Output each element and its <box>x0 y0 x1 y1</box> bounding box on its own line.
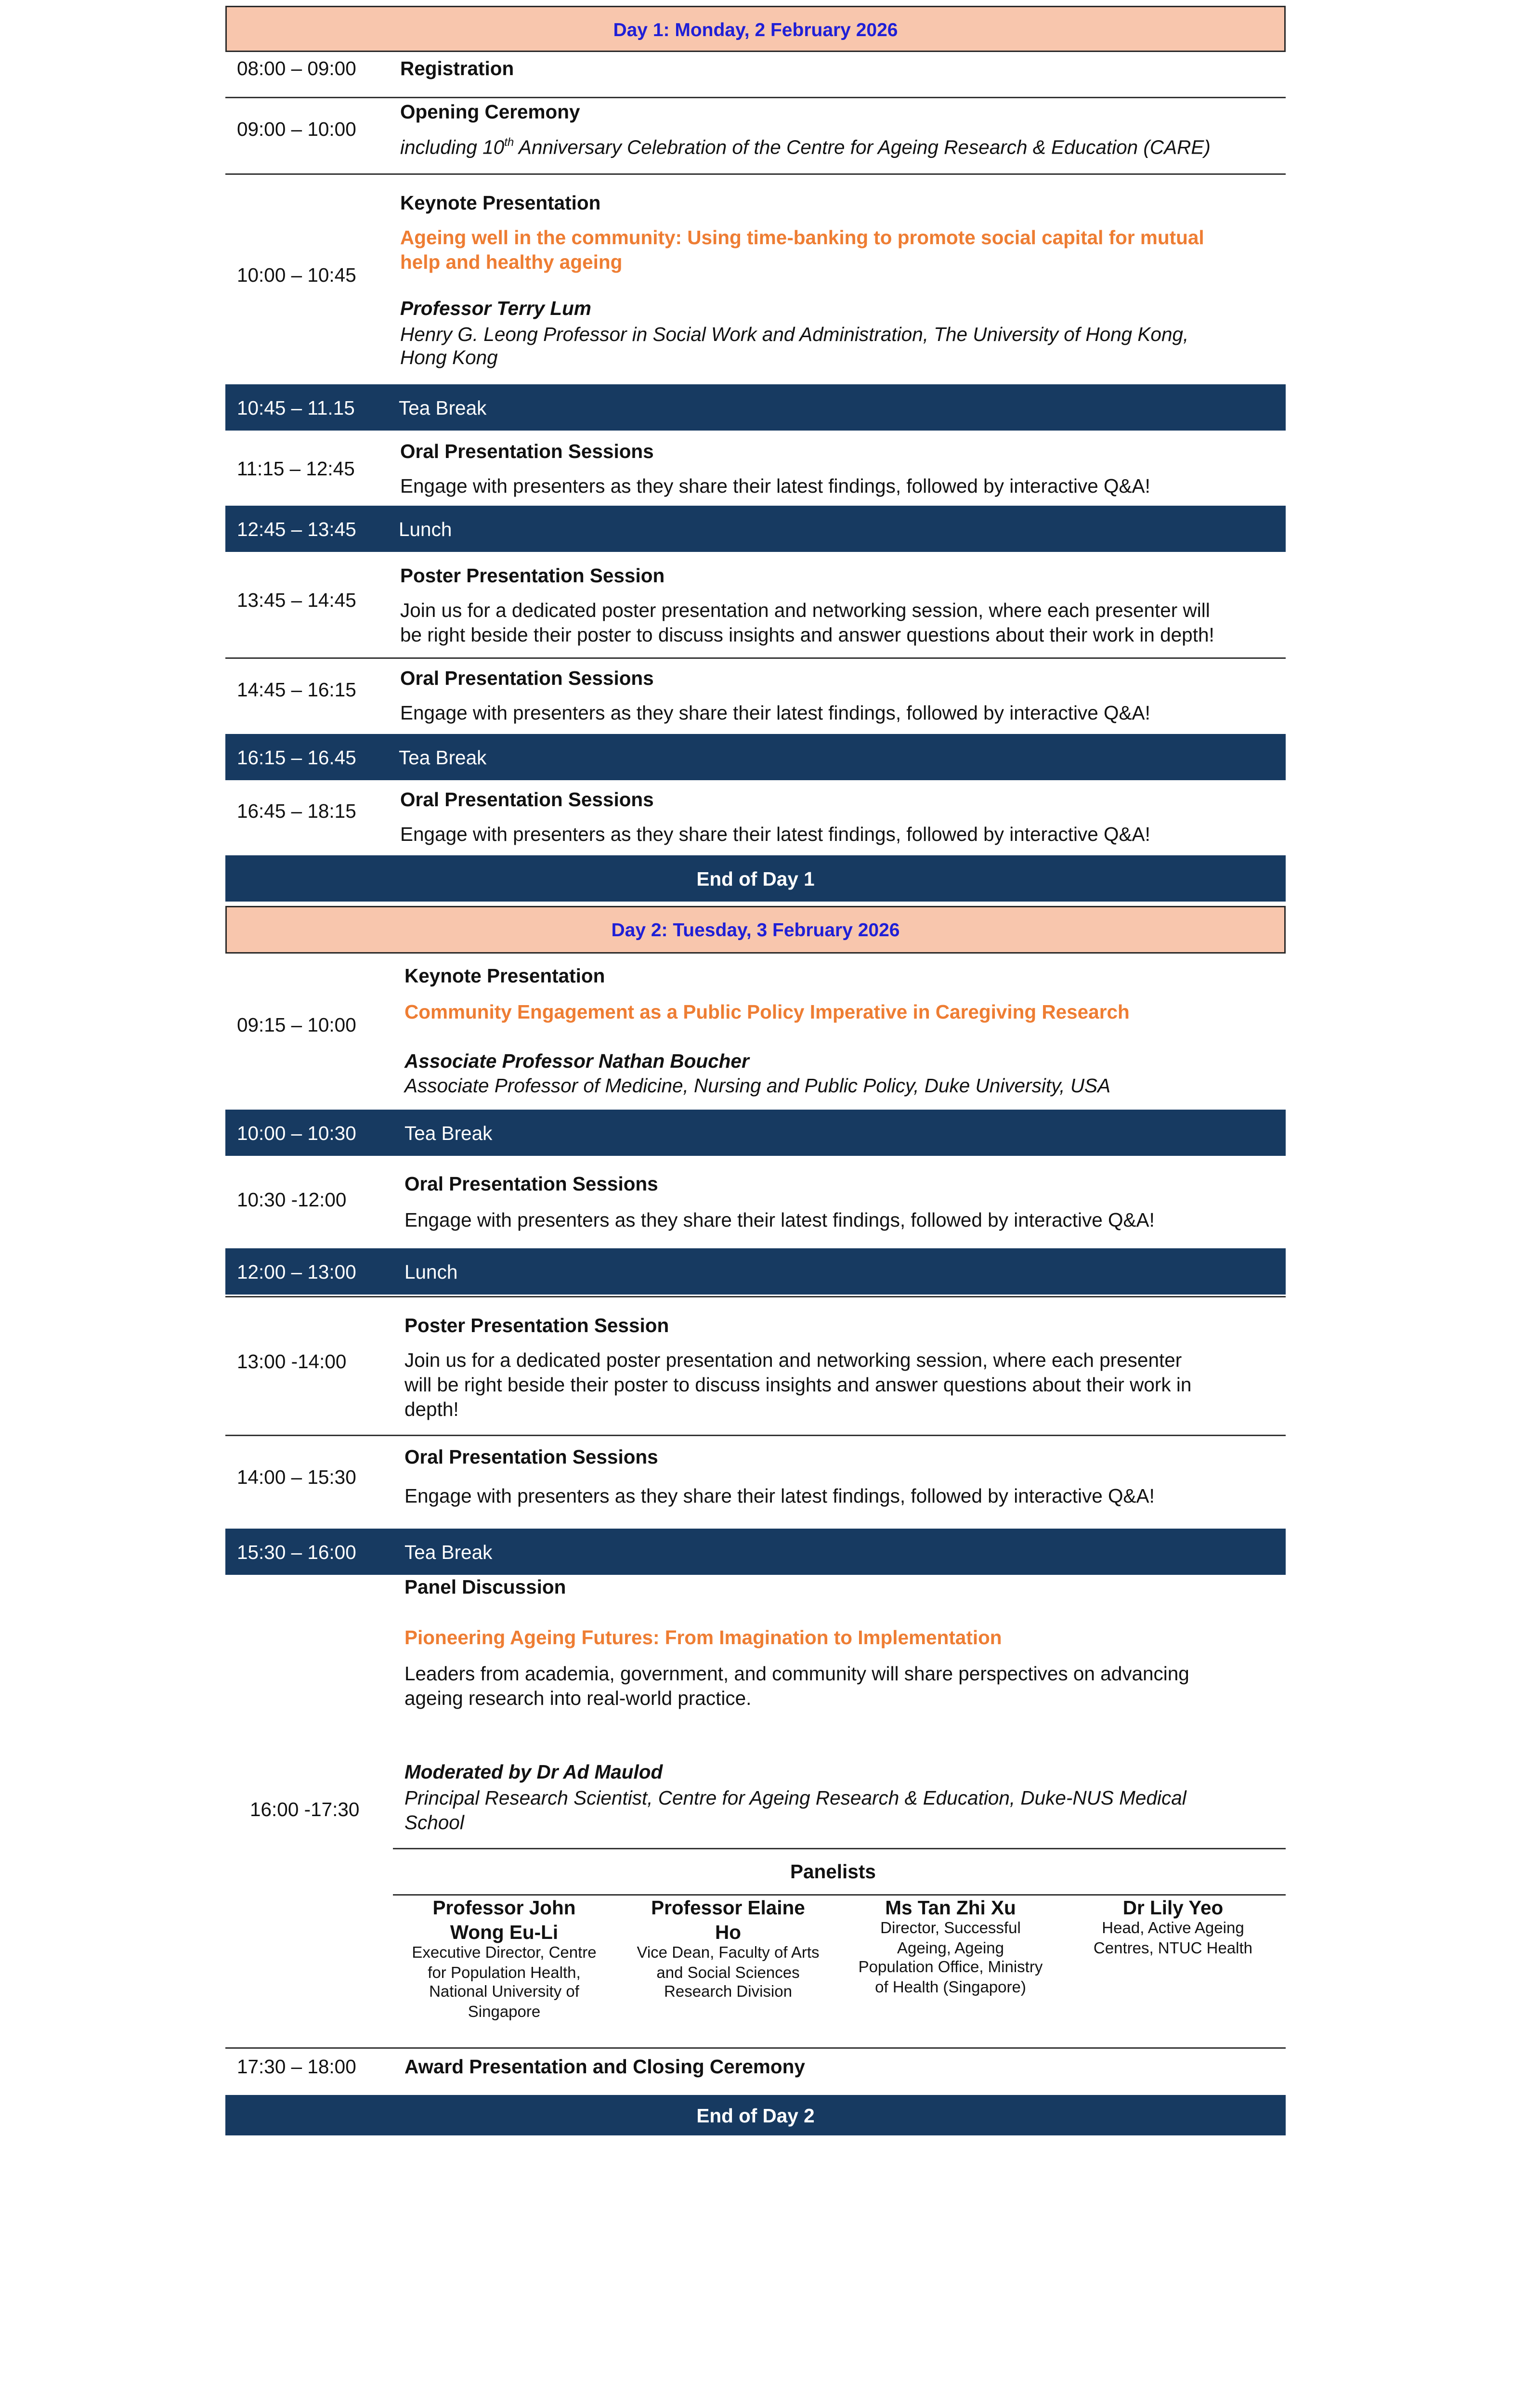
time: 17:30 – 18:00 <box>237 2056 356 2078</box>
session-title: Oral Presentation Sessions <box>400 789 654 811</box>
panelist-name: Wong Eu-Li <box>450 1922 559 1943</box>
time: 15:30 – 16:00 <box>237 1541 356 1563</box>
time: 16:00 -17:30 <box>250 1799 360 1820</box>
session-description: Join us for a dedicated poster presentation and networking session, where each presenter will <box>400 600 1210 621</box>
panelist-card <box>841 1896 1060 1998</box>
talk-title: help and healthy ageing <box>400 251 623 273</box>
panelist-name: Professor John <box>432 1897 576 1919</box>
moderator-name: Moderated by Dr Ad Maulod <box>404 1761 663 1783</box>
time: 08:00 – 09:00 <box>237 58 356 79</box>
panelist-card <box>615 1896 841 2003</box>
session-title: Oral Presentation Sessions <box>404 1173 658 1195</box>
time: 12:45 – 13:45 <box>237 518 356 540</box>
time: 13:00 -14:00 <box>237 1351 347 1373</box>
day2-tea-break-1 <box>225 1110 1286 1156</box>
divider <box>393 1848 1286 1849</box>
panelist-name: Professor Elaine <box>651 1897 805 1919</box>
session-title: Lunch <box>399 518 452 540</box>
session-title: Tea Break <box>404 1122 493 1144</box>
day2-panel-row <box>0 1575 1525 2049</box>
speaker-name: Associate Professor Nathan Boucher <box>404 1050 749 1072</box>
session-title: Tea Break <box>399 396 487 419</box>
session-description: Engage with presenters as they share their latest findings, followed by interactive Q&A! <box>400 824 1150 845</box>
day1-end-banner: End of Day 1 <box>225 855 1286 902</box>
session-title: Award Presentation and Closing Ceremony <box>404 2056 805 2078</box>
day1-lunch <box>225 506 1286 552</box>
talk-title: Community Engagement as a Public Policy Imperative in Caregiving Research <box>404 1001 1130 1023</box>
panelist-role: Director, Successful <box>880 1920 1021 1937</box>
session-description: Engage with presenters as they share their latest findings, followed by interactive Q&A! <box>404 1209 1155 1231</box>
panelist-role: Head, Active Ageing <box>1102 1920 1244 1937</box>
time: 11:15 – 12:45 <box>237 458 355 480</box>
day1-header: Day 1: Monday, 2 February 2026 <box>225 6 1286 52</box>
moderator-affiliation: School <box>404 1812 464 1833</box>
moderator-affiliation: Principal Research Scientist, Centre for Ageing Research & Education, Duke-NUS Medical <box>404 1787 1186 1809</box>
day2-oral-2-row <box>0 1436 1525 1529</box>
panelist-name: Ho <box>715 1922 741 1943</box>
panelist-role: National University of <box>429 1984 579 2001</box>
session-description: be right beside their poster to discuss insights and answer questions about their work in depth! <box>400 624 1214 646</box>
panelist-name: Ms Tan Zhi Xu <box>885 1897 1016 1919</box>
panelist-role: of Health (Singapore) <box>875 1978 1026 1996</box>
time: 10:45 – 11.15 <box>237 396 355 419</box>
speaker-name: Professor Terry Lum <box>400 298 591 319</box>
panelist-name: Dr Lily Yeo <box>1122 1897 1224 1919</box>
panelist-role: Vice Dean, Faculty of Arts <box>637 1945 820 1962</box>
session-title: Tea Break <box>404 1541 493 1563</box>
day1-poster-row <box>0 552 1525 657</box>
time: 09:15 – 10:00 <box>237 1014 356 1036</box>
panelist-role: Executive Director, Centre <box>412 1945 597 1962</box>
day1-oral-1-row <box>0 431 1525 506</box>
panelist-role: Centres, NTUC Health <box>1093 1939 1253 1957</box>
day1-oral-2-row <box>0 659 1525 734</box>
panelist-role: for Population Health, <box>428 1964 581 1982</box>
speaker-affiliation: Henry G. Leong Professor in Social Work and Administration, The University of Hong Kong, <box>400 324 1189 345</box>
talk-title: Ageing well in the community: Using time-banking to promote social capital for mutual <box>400 227 1204 249</box>
session-title: Oral Presentation Sessions <box>400 667 654 689</box>
speaker-affiliation: Hong Kong <box>400 347 498 368</box>
panelist-card <box>393 1896 615 2023</box>
day2-keynote-row <box>0 954 1525 1110</box>
day2-header: Day 2: Tuesday, 3 February 2026 <box>225 906 1286 954</box>
day1-registration-row <box>0 52 1525 98</box>
panelist-role: Singapore <box>468 2003 541 2021</box>
panelist-role: Population Office, Ministry <box>858 1959 1043 1976</box>
session-title: Registration <box>400 58 514 79</box>
day2-poster-row <box>0 1297 1525 1435</box>
session-title: Poster Presentation Session <box>400 565 665 587</box>
day2-lunch <box>225 1248 1286 1295</box>
session-title: Lunch <box>404 1260 458 1283</box>
day2-closing-row <box>0 2049 1525 2095</box>
session-description: depth! <box>404 1399 459 1420</box>
day1-tea-break-1 <box>225 384 1286 431</box>
panelist-role: Ageing, Ageing <box>897 1939 1004 1957</box>
time: 10:00 – 10:30 <box>237 1122 356 1144</box>
session-title: Keynote Presentation <box>404 965 605 987</box>
session-title: Oral Presentation Sessions <box>404 1446 658 1468</box>
session-description: Join us for a dedicated poster presentation and networking session, where each presenter <box>404 1349 1182 1371</box>
session-description: Leaders from academia, government, and community will share perspectives on advancing <box>404 1663 1189 1685</box>
session-title: Oral Presentation Sessions <box>400 441 654 462</box>
time: 12:00 – 13:00 <box>237 1260 356 1283</box>
day1-keynote-row <box>0 175 1525 384</box>
session-title: Keynote Presentation <box>400 192 601 214</box>
time: 09:00 – 10:00 <box>237 118 356 140</box>
talk-title: Pioneering Ageing Futures: From Imagination to Implementation <box>404 1627 1002 1649</box>
session-title: Panel Discussion <box>404 1576 566 1598</box>
speaker-affiliation: Associate Professor of Medicine, Nursing and Public Policy, Duke University, USA <box>404 1075 1111 1097</box>
time: 14:45 – 16:15 <box>237 679 356 701</box>
session-title: Poster Presentation Session <box>404 1315 669 1336</box>
session-description: ageing research into real-world practice. <box>404 1688 752 1709</box>
session-title: Opening Ceremony <box>400 101 580 123</box>
session-description: Engage with presenters as they share their latest findings, followed by interactive Q&A! <box>404 1485 1155 1507</box>
session-description: will be right beside their poster to discuss insights and answer questions about their work in <box>404 1374 1192 1396</box>
time: 10:30 -12:00 <box>237 1189 347 1211</box>
panelist-role: and Social Sciences <box>656 1964 800 1982</box>
panelist-role: Research Division <box>664 1984 792 2001</box>
time: 16:15 – 16.45 <box>237 746 356 768</box>
time: 14:00 – 15:30 <box>237 1466 356 1488</box>
session-description: Engage with presenters as they share their latest findings, followed by interactive Q&A! <box>400 702 1150 724</box>
session-title: Tea Break <box>399 746 487 768</box>
day1-tea-break-2 <box>225 734 1286 780</box>
day1-oral-3-row <box>0 780 1525 855</box>
panelist-card <box>1060 1896 1286 1959</box>
day2-tea-break-2 <box>225 1529 1286 1575</box>
time: 13:45 – 14:45 <box>237 589 356 611</box>
session-description: Engage with presenters as they share their latest findings, followed by interactive Q&A! <box>400 475 1150 497</box>
time: 16:45 – 18:15 <box>237 800 356 822</box>
day2-end-banner: End of Day 2 <box>225 2095 1286 2135</box>
session-description: including 10th Anniversary Celebration of the Centre for Ageing Research & Education (CARE) <box>400 136 1211 158</box>
time: 10:00 – 10:45 <box>237 264 356 286</box>
panelists-heading: Panelists <box>790 1861 876 1883</box>
day2-oral-1-row <box>0 1156 1525 1248</box>
day1-opening-row <box>0 98 1525 173</box>
